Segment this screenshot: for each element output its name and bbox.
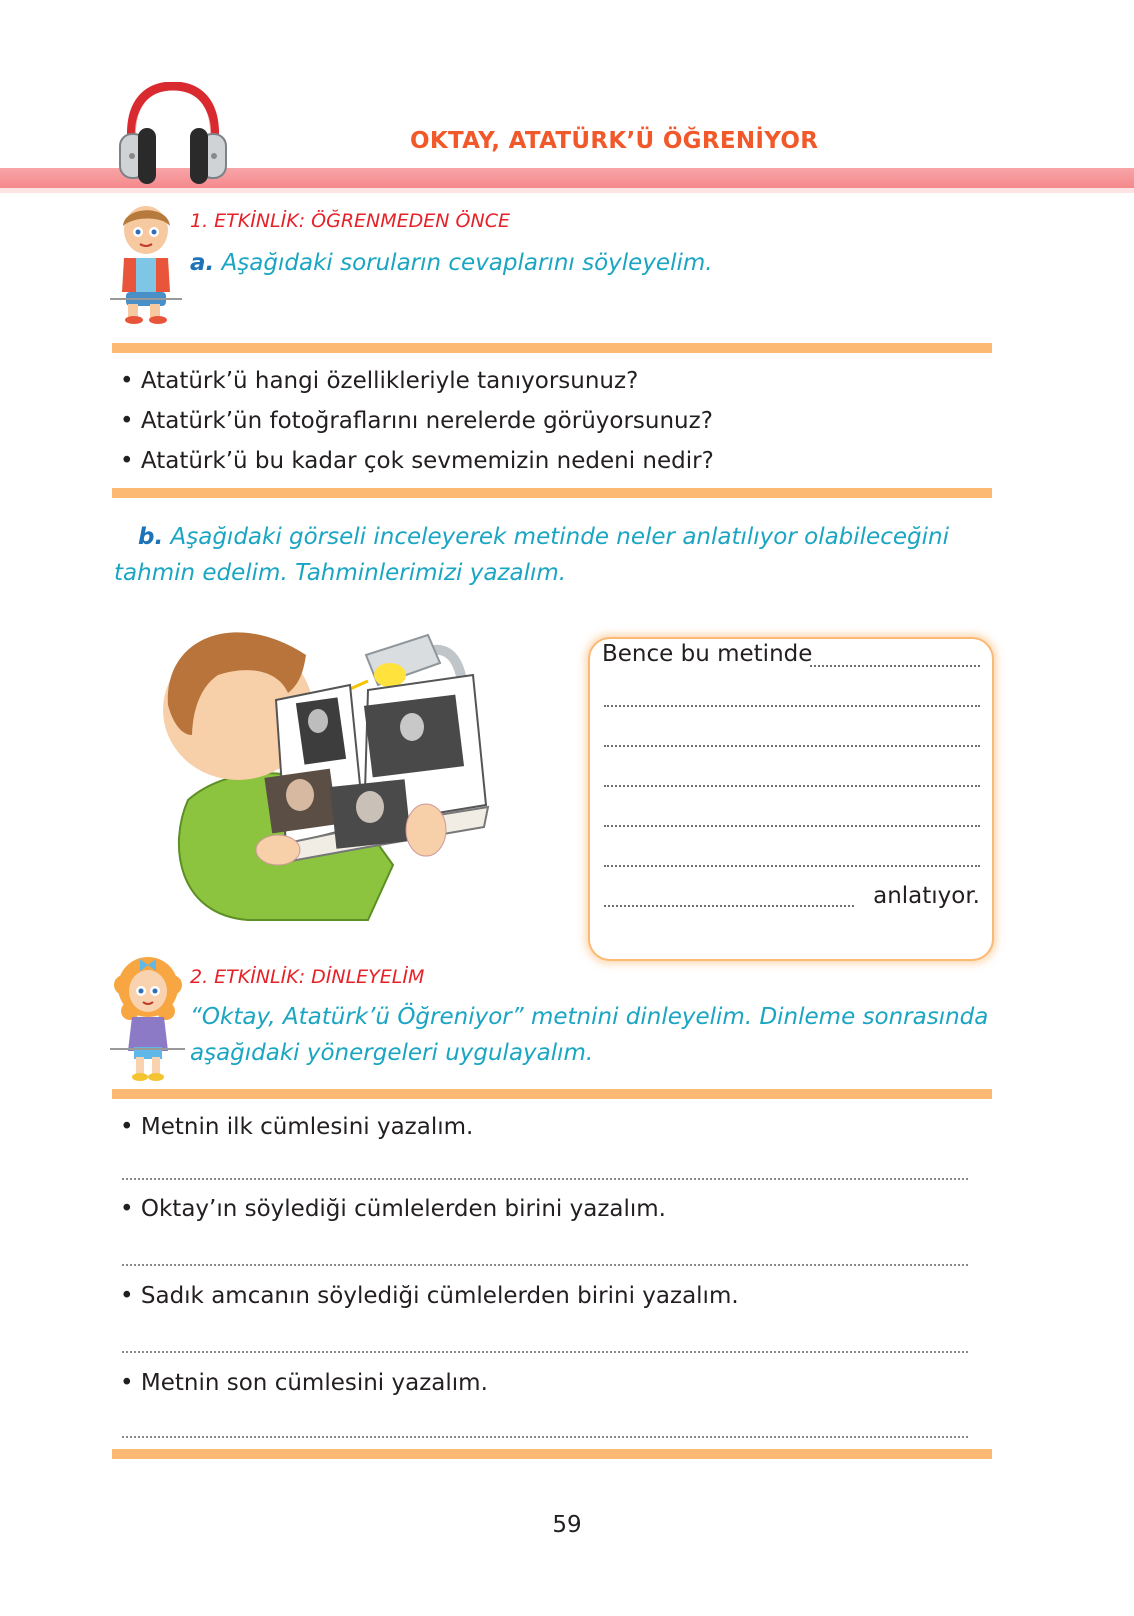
dotted-answer-line[interactable] (604, 865, 980, 867)
prediction-start-text: Bence bu metinde (602, 641, 813, 667)
dotted-answer-line[interactable] (122, 1351, 968, 1353)
dotted-answer-line[interactable] (122, 1436, 968, 1438)
girl-character-icon (110, 955, 185, 1085)
headphones-icon (118, 82, 228, 187)
task-item: • Sadık amcanın söylediği cümlelerden birini yazalım. (120, 1283, 739, 1309)
activity1-part-b-line2: tahmin edelim. Tahminlerimizi yazalım. (114, 560, 567, 586)
part-a-label: a. (190, 250, 215, 276)
question-item: • Atatürk’ü hangi özellikleriyle tanıyorsunuz? (120, 368, 639, 394)
boy-reading-album-illustration (128, 615, 528, 935)
task-item: • Metnin ilk cümlesini yazalım. (120, 1114, 474, 1140)
part-b-text: Aşağıdaki görseli inceleyerek metinde neler anlatılıyor olabileceğini (170, 524, 949, 550)
divider-bar (112, 343, 992, 353)
activity1-part-b-line1 (138, 524, 998, 550)
dotted-answer-line[interactable] (604, 745, 980, 747)
dotted-answer-line[interactable] (604, 705, 980, 707)
activity2-instruction-line1: “Oktay, Atatürk’ü Öğreniyor” metnini dinleyelim. Dinleme sonrasında (190, 1004, 989, 1030)
dotted-answer-line[interactable] (122, 1178, 968, 1180)
task-item: • Metnin son cümlesini yazalım. (120, 1370, 488, 1396)
page-number: 59 (552, 1512, 582, 1538)
dotted-answer-line[interactable] (810, 665, 980, 667)
prediction-end-text: anlatıyor. (873, 883, 980, 909)
divider-bar (112, 1089, 992, 1099)
divider-bar (112, 1449, 992, 1459)
task-item: • Oktay’ın söylediği cümlelerden birini yazalım. (120, 1196, 666, 1222)
activity2-heading: 2. ETKİNLİK: DİNLEYELİM (190, 966, 425, 988)
dotted-answer-line[interactable] (604, 785, 980, 787)
part-a-text: Aşağıdaki soruların cevaplarını söyleyelim. (221, 250, 713, 276)
activity2-instruction-line2: aşağıdaki yönergeleri uygulayalım. (190, 1040, 594, 1066)
page-title: OKTAY, ATATÜRK’Ü ÖĞRENİYOR (410, 128, 819, 154)
dotted-answer-line[interactable] (604, 905, 854, 907)
dotted-answer-line[interactable] (604, 825, 980, 827)
prediction-box (588, 637, 994, 961)
question-item: • Atatürk’ün fotoğraflarını nerelerde görüyorsunuz? (120, 408, 713, 434)
question-item: • Atatürk’ü bu kadar çok sevmemizin nedeni nedir? (120, 448, 714, 474)
activity1-heading: 1. ETKİNLİK: ÖĞRENMEDEN ÖNCE (190, 210, 510, 232)
part-b-label: b. (138, 524, 164, 550)
boy-character-icon (110, 200, 182, 325)
dotted-answer-line[interactable] (122, 1264, 968, 1266)
divider-bar (112, 488, 992, 498)
activity1-part-a (190, 250, 713, 276)
